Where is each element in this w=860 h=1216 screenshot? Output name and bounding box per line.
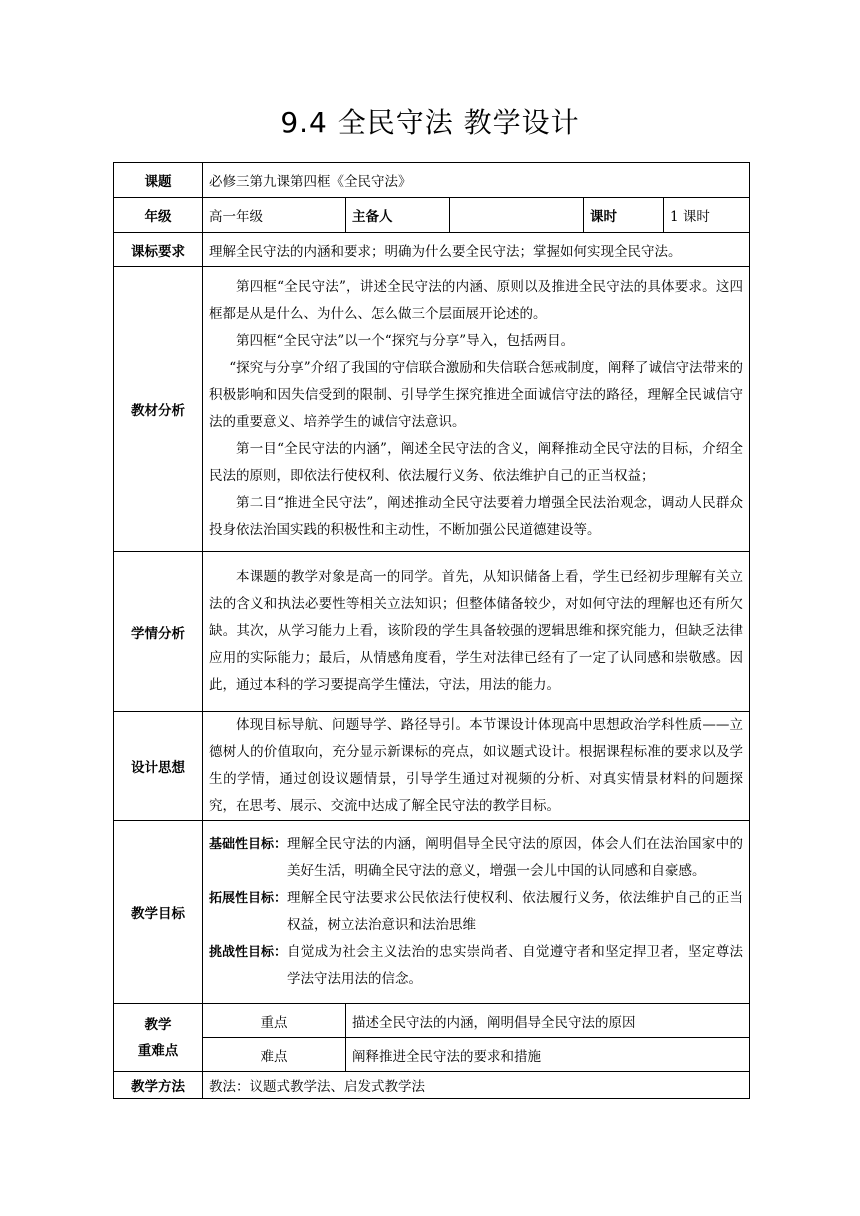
row-students: [114, 552, 750, 712]
grade-label: 年级: [114, 198, 203, 233]
row-design: [114, 712, 750, 821]
keypoints-label: [114, 1004, 203, 1072]
difficult-point-label: 难点: [203, 1038, 346, 1072]
row-keypoint: [114, 1004, 750, 1038]
row-material: [114, 267, 750, 552]
hours-value: 1 课时: [664, 198, 750, 233]
method-label: 教学方法: [114, 1072, 203, 1099]
goal-text: 理解全民守法的内涵，阐明倡导全民守法的原因，体会人们在法治国家中的美好生活，明确全民守法的意义，增强一会儿中国的认同感和自豪感。: [287, 836, 744, 879]
preparer-value: [450, 198, 584, 233]
row-difficulty: [114, 1038, 750, 1072]
key-point-value: 描述全民守法的内涵，阐明倡导全民守法的原因: [346, 1004, 750, 1038]
material-label: 教材分析: [114, 267, 203, 552]
students-text: 本课题的教学对象是高一的同学。首先，从知识储备上看，学生已经初步理解有关立法的含义和执法必要性等相关立法知识；但整体储备较少，对如何守法的理解也还有所欠缺。其次，从学习能力上看，该阶段的学生具备较强的逻辑思维和探究能力，但缺乏法律应用的实际能力；最后，从情感角度看，学生对法律已经有了一定了认同感和崇敬感。因此，通过本科的学习要提高学生懂法，守法，用法的能力。: [209, 569, 744, 693]
material-content: [203, 267, 750, 552]
row-goals: [114, 821, 750, 1004]
goal-item-challenge: [209, 939, 743, 993]
goal-text: 理解全民守法要求公民依法行使权利、依法履行义务，依法维护自己的正当权益，树立法治意识和法治思维: [287, 890, 744, 933]
goal-text: 自觉成为社会主义法治的忠实崇尚者、自觉遵守者和坚定捍卫者，坚定尊法学法守法用法的信念。: [287, 944, 744, 987]
goal-item-extended: [209, 885, 743, 939]
difficult-point-value: 阐释推进全民守法的要求和措施: [346, 1038, 750, 1072]
design-text: 体现目标导航、问题导学、路径导引。本节课设计体现高中思想政治学科性质——立德树人的价值取向，充分显示新课标的亮点，如议题式设计。根据课程标准的要求以及学生的学情，通过创设议题情景，引导学生通过对视频的分析、对真实情景材料的问题探究，在思考、展示、交流中达成了解全民守法的教学目标。: [209, 717, 744, 814]
grade-value: 高一年级: [203, 198, 346, 233]
topic-value: 必修三第九课第四框《全民守法》: [203, 163, 750, 198]
method-value: 教法：议题式教学法、启发式教学法: [203, 1072, 750, 1099]
keypoints-label-line2: 重难点: [137, 1042, 179, 1059]
design-content: [203, 712, 750, 821]
goals-label: 教学目标: [114, 821, 203, 1004]
students-label: 学情分析: [114, 552, 203, 712]
hours-label: 课时: [584, 198, 664, 233]
goal-name: 挑战性目标：: [209, 945, 288, 960]
goal-name: 拓展性目标：: [209, 891, 288, 906]
standard-value: 理解全民守法的内涵和要求；明确为什么要全民守法；掌握如何实现全民守法。: [203, 233, 750, 267]
lesson-plan-table: [113, 162, 750, 1099]
row-topic: [114, 163, 750, 198]
material-paragraph: 第二目“推进全民守法”，阐述推动全民守法要着力增强全民法治观念，调动人民群众投身依法治国实践的积极性和主动性，不断加强公民道德建设等。: [209, 495, 744, 538]
material-paragraph: 第四框“全民守法”，讲述全民守法的内涵、原则以及推进全民守法的具体要求。这四框都是从是什么、为什么、怎么做三个层面展开论述的。: [209, 279, 744, 322]
preparer-label: 主备人: [346, 198, 450, 233]
students-content: [203, 552, 750, 712]
goals-content: [203, 821, 750, 1004]
row-standard: [114, 233, 750, 267]
design-label: 设计思想: [114, 712, 203, 821]
row-method: [114, 1072, 750, 1099]
material-paragraph: 第一目“全民守法的内涵”，阐述全民守法的含义，阐释推动全民守法的目标，介绍全民法的原则，即依法行使权利、依法履行义务、依法维护自己的正当权益；: [209, 441, 744, 484]
document-title: 9.4 全民守法 教学设计: [280, 106, 580, 139]
standard-label: 课标要求: [114, 233, 203, 267]
row-grade: [114, 198, 750, 233]
keypoints-label-line1: 教学: [144, 1016, 172, 1033]
goal-item-basic: [209, 831, 743, 885]
key-point-label: 重点: [203, 1004, 346, 1038]
goal-name: 基础性目标：: [209, 837, 288, 852]
topic-label: 课题: [114, 163, 203, 198]
material-paragraph: 第四框“全民守法”以一个“探究与分享”导入，包括两目。: [236, 333, 575, 349]
material-paragraph: “探究与分享”介绍了我国的守信联合激励和失信联合惩戒制度，阐释了诚信守法带来的积极影响和因失信受到的限制、引导学生探究推进全面诚信守法的路径，理解全民诚信守法的重要意义、培养学生的诚信守法意识。: [209, 360, 744, 430]
